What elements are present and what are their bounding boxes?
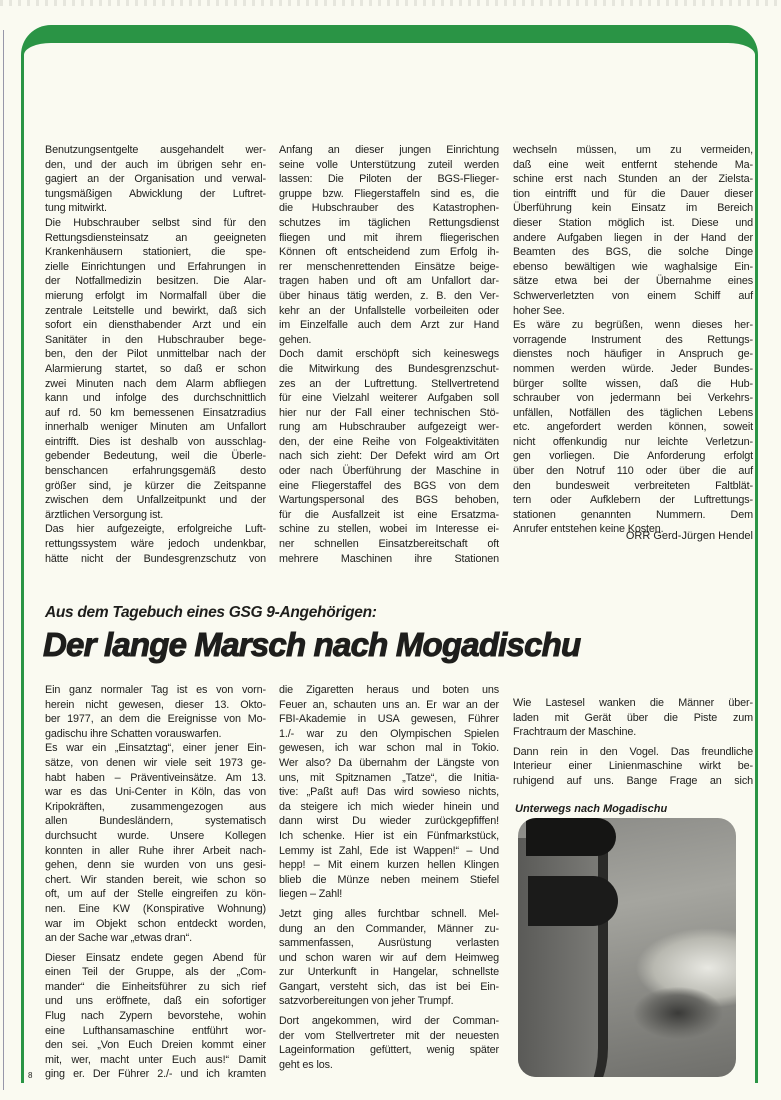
text-line: Beamten des BGS, die solche Dinge	[513, 246, 753, 259]
text-line: gadischu ihre Schatten vorauswarfen.	[45, 727, 222, 740]
text-line: war es das Uni-Center in Köln, das von	[45, 786, 266, 799]
text-line: gehen, denn sie wurden von uns gesi-	[45, 859, 266, 872]
text-line: sätze, von denen wir viele seit 1973 ge-	[45, 756, 266, 769]
text-line: Jetzt ging alles furchtbar schnell. Mel-	[279, 907, 499, 920]
text-line: eine Lufthansamaschine entführt wor-	[45, 1024, 266, 1037]
text-line: ber 1977, an dem die Ereignisse von Mo-	[45, 713, 266, 726]
bottom-article-column-2	[279, 683, 499, 1072]
text-line: Rettungsdiensteinsatz an geeigneten	[45, 231, 266, 244]
text-line: rung am Hubschrauber aufgezeigt wer-	[279, 421, 499, 434]
text-line: nach sich zieht: Der Defekt wird am Ort	[279, 450, 499, 463]
text-line: tragen haben und oft am Unfallort dar-	[279, 275, 499, 288]
text-line: den bundesweit verbreiteten Faltblät-	[513, 479, 753, 492]
text-line: der Notfallmedizin besitzen. Die Alar-	[45, 275, 266, 288]
text-line: daß eine weit entfernt stehende Ma-	[513, 158, 753, 171]
text-line: gehen.	[279, 333, 312, 346]
text-line: blieb die Münze neben meinem Stiefel	[279, 873, 499, 886]
text-line: satzvorbereitungen von jeher Trumpf.	[279, 995, 454, 1008]
text-line: ebenso bewältigen wie waghalsige Ein-	[513, 260, 753, 273]
text-line: war im Objekt schon entdeckt worden,	[45, 917, 266, 930]
text-line: mehrere Maschinen ihre Stationen	[279, 552, 499, 565]
text-line: seine volle Unterstützung zuteil werden	[279, 158, 499, 171]
article-kicker: Aus dem Tagebuch eines GSG 9-Angehörigen:	[45, 604, 377, 621]
text-line: Es war ein „Einsatztag“, einer jener Ein-	[45, 742, 266, 755]
text-line: stationen genannten Nummern. Dem	[513, 508, 753, 521]
text-line: eintrifft. Dies ist deshalb von ausschlag-	[45, 435, 266, 448]
text-line: mit, wer, macht unter Euch aus!“ Damit	[45, 1053, 266, 1066]
paragraph	[279, 683, 499, 902]
text-line: habt haben – Präventiveinsätze. Am 13.	[45, 771, 266, 784]
engine-nacelle-shape	[528, 876, 618, 926]
text-line: tive: „Paßt auf! Das wird sowieso nichts,	[279, 786, 499, 799]
paragraph	[513, 143, 753, 318]
text-line: Feuer an, schauten uns an. Er war an der	[279, 698, 499, 711]
text-line: gewesen, ich war schon mal in Tokio.	[279, 742, 499, 755]
text-line: Das hier aufgezeigte, erfolgreiche Luft-	[45, 523, 266, 536]
text-line: uns, mit Spitznamen „Tatze“, die Initia-	[279, 771, 499, 784]
text-line: schrauber von jedermann bei Verkehrs-	[513, 392, 753, 405]
text-line: sammenfassen, Ausrüstung verlasten	[279, 937, 499, 950]
text-line: ner schnellen Einsatzbereitschaft oft	[279, 538, 499, 551]
text-line: oft, um auf der Stelle eingreifen zu kön-	[45, 888, 266, 901]
text-line: vorragende Instrument des Rettungs-	[513, 333, 753, 346]
text-line: zes an der Luftrettung. Stellvertretend	[279, 377, 499, 390]
text-line: 1./- war zu den Olympischen Spielen	[279, 727, 499, 740]
top-article-column-3	[513, 143, 753, 537]
text-line: für eine Vielzahl weiterer Aufgaben soll	[279, 392, 499, 405]
airplane-window-photo	[518, 818, 736, 1077]
text-line: laden mit Gerät über die Piste zum	[513, 711, 753, 724]
text-line: FBI-Akademie in USA gewesen, Führer	[279, 713, 499, 726]
text-line: zur Unterkunft in Hangelar, schnellste	[279, 966, 499, 979]
text-line: und schon waren wir auf dem Heimweg	[279, 951, 499, 964]
text-line: Die Hubschrauber selbst sind für den	[45, 216, 266, 229]
bottom-article-column-1	[45, 683, 266, 1082]
text-line: hoher See.	[513, 304, 565, 317]
article-title: Der lange Marsch nach Mogadischu	[43, 626, 581, 663]
text-line: Dieser Einsatz endete gegen Abend für	[45, 951, 266, 964]
text-line: mander“ die Einheitsführer zu sich rief	[45, 980, 266, 993]
text-line: gen vorliegen. Die Anforderung erfolgt	[513, 450, 753, 463]
text-line: tern oder Aufklebern der Luftrettungs-	[513, 494, 753, 507]
text-line: rer menschenrettenden Einsätze beige-	[279, 260, 499, 273]
text-line: über hinaus tätig werden, z. B. den Ver-	[279, 289, 499, 302]
paragraph	[45, 143, 266, 216]
text-line: Wer also? Da übernahm der Längste von	[279, 756, 499, 769]
text-line: hepp! – Mit einem kurzen hellen Klingen	[279, 859, 499, 872]
text-line: liegen – Zahl!	[279, 888, 343, 901]
text-line: an der Sache war „etwas dran“.	[45, 932, 193, 945]
text-line: Anrufer entstehen keine Kosten.	[513, 523, 664, 536]
text-line: die Hubschrauber des Katastrophen-	[279, 202, 499, 215]
text-line: und uns eröffnete, daß ein sofortiger	[45, 995, 266, 1008]
text-line: unfällen, Notfällen des täglichen Lebens	[513, 406, 753, 419]
text-line: Sanitäter in den Hubschrauber bege-	[45, 333, 266, 346]
scan-edge-line	[3, 30, 4, 1090]
text-line: herein nicht gewesen, dieser 13. Okto-	[45, 698, 266, 711]
text-line: hier nur der Fall einer technischen Stö-	[279, 406, 499, 419]
text-line: zielle Einrichtungen und Erfahrungen in	[45, 260, 266, 273]
text-line: dienstes noch häufiger in Anspruch ge-	[513, 348, 753, 361]
text-line: Interieur einer Linienmaschine wirkt be-	[513, 760, 753, 773]
text-line: tion eintrifft und für die Dauer dieser	[513, 187, 753, 200]
text-line: dung an den Commander, Männer zu-	[279, 922, 499, 935]
text-line: etc. angefordert werden können, soweit	[513, 421, 753, 434]
text-line: für die Ausfallzeit ist eine Ersatzma-	[279, 508, 499, 521]
text-line: ruhigend auf uns. Bange Frage an sich	[513, 774, 753, 787]
top-article-column-2	[279, 143, 499, 566]
text-line: sofort ein diensthabender Arzt und ein	[45, 319, 266, 332]
text-line: Doch damit erschöpft sich keineswegs	[279, 348, 499, 361]
paragraph	[279, 1014, 499, 1072]
text-line: gruppe bzw. Fliegerstaffeln sind es, die	[279, 187, 499, 200]
text-line: dann wirst Du wieder zurückgepfiffen!	[279, 815, 499, 828]
paragraph	[513, 318, 753, 537]
text-line: Frachtraum der Maschine.	[513, 726, 637, 739]
photo-caption: Unterwegs nach Mogadischu	[515, 803, 668, 815]
text-line: Kripokräften, zusammengezogen aus	[45, 800, 266, 813]
text-line: Benutzungsentgelte ausgehandelt wer-	[45, 144, 266, 156]
text-line: ben, den der Pilot unmittelbar nach der	[45, 348, 266, 361]
window-frame-shape	[518, 838, 608, 1077]
text-line: nicht offenkundig nur leichte Verletzun-	[513, 435, 753, 448]
bottom-article-column-3	[513, 696, 753, 789]
text-line: Schwerverletzten von einem Schiff auf	[513, 289, 753, 302]
text-line: tungsmäßigen Abwicklung der Luftret-	[45, 187, 266, 200]
paragraph	[279, 143, 499, 347]
text-line: ging er. Der Führer 2./- und ich kramten	[45, 1068, 266, 1081]
text-line: im Einzelfalle auch dem Arzt zur Hand	[279, 319, 499, 332]
text-line: einen Teil der Gruppe, als der „Com-	[45, 966, 266, 979]
text-line: Lemmy ist Zahl, Ede ist Wappen!“ – Und	[279, 844, 499, 857]
top-article-column-1	[45, 143, 266, 566]
text-line: den, der eine Reihe von Folgeaktivitäten	[279, 435, 499, 448]
paragraph	[45, 522, 266, 566]
text-line: oder nach Überführung der Maschine in	[279, 465, 499, 478]
text-line: die Mitwirkung des Bundesgrenzschut-	[279, 362, 499, 375]
article-author: ORR Gerd-Jürgen Hendel	[625, 530, 753, 542]
text-line: eine Fliegerstaffel des BGS von dem	[279, 479, 499, 492]
text-line: der vom Stellvertreter mit der neuesten	[279, 1029, 499, 1042]
text-line: gagiert an der Organisation und verwal-	[45, 173, 266, 186]
text-line: auf rd. 50 km bemessenen Einsatzradius	[45, 406, 266, 419]
paragraph	[45, 216, 266, 522]
text-line: konnten in aller Ruhe ihrer Arbeit nach-	[45, 844, 266, 857]
paragraph	[279, 347, 499, 566]
text-line: schutzes im täglichen Rettungsdienst	[279, 216, 499, 229]
text-line: gebender Bedeutung, weil die Überle-	[45, 450, 266, 463]
text-line: nommen werden würde. Jeder Bundes-	[513, 362, 753, 375]
text-line: lassen: Die Piloten der BGS-Flieger-	[279, 173, 499, 186]
text-line: hätte nicht der Bundesgrenzschutz von	[45, 552, 266, 565]
paragraph	[45, 683, 266, 741]
page-number: 8	[28, 1071, 33, 1080]
text-line: benschancen erfahrungsgemäß desto	[45, 465, 266, 478]
paragraph	[513, 696, 753, 740]
text-line: Krankenhäusern stationiert, die spe-	[45, 246, 266, 259]
text-line: Dann rein in den Vogel. Das freundliche	[513, 745, 753, 758]
text-line: Ich schenke. Hier ist ein Fünfmarkstück,	[279, 829, 499, 842]
paragraph	[45, 951, 266, 1082]
text-line: den sei. „Von Euch Dreien kommt einer	[45, 1039, 266, 1052]
text-line: da steigere ich mich wieder hinein und	[279, 800, 499, 813]
text-line: nen. Eine KW (Konspirative Wohnung)	[45, 902, 266, 915]
text-line: schine erst nach Stunden an der Zielsta-	[513, 173, 753, 186]
text-line: Wie Lastesel wanken die Männer über-	[513, 697, 753, 709]
text-line: Dort angekommen, wird der Comman-	[279, 1015, 499, 1028]
text-line: fliegen und mit ihrem fliegerischen	[279, 231, 499, 244]
paragraph	[513, 745, 753, 789]
text-line: mierung erfolgt im Normalfall über die	[45, 289, 266, 302]
text-line: den, und der auch im übrigen sehr en-	[45, 158, 266, 171]
text-line: Anfang an dieser jungen Einrichtung	[279, 144, 499, 156]
text-line: tung mitwirkt.	[45, 202, 107, 215]
text-line: sätze etwa bei der Übernahme eines	[513, 275, 753, 288]
text-line: Alarmierung startet, so daß er schon	[45, 362, 266, 375]
text-line: Können oft entscheidend zum Erfolg ih-	[279, 246, 499, 259]
paragraph	[279, 907, 499, 1009]
text-line: kann und infolge des durchschnittlich	[45, 392, 266, 405]
text-line: innerhalb weniger Minuten am Unfallort	[45, 421, 266, 434]
paragraph	[45, 741, 266, 945]
text-line: andere Aufgaben liegen in der Hand der	[513, 231, 753, 244]
text-line: kehr an der Unfallstelle vorbeileiten oder	[279, 304, 499, 317]
text-line: Ein ganz normaler Tag ist es von vorn-	[45, 684, 266, 696]
text-line: bürger sollte wissen, daß die Hub-	[513, 377, 753, 390]
text-line: Gangart, versteht sich, das ist bei Ein-	[279, 980, 499, 993]
text-line: Flug nach Zypern bevorstehe, wohin	[45, 1010, 266, 1023]
text-line: ärztlichen Versorgung ist.	[45, 508, 164, 521]
text-line: Es wäre zu begrüßen, wenn dieses her-	[513, 319, 753, 332]
green-frame-left-rule	[21, 80, 24, 1083]
text-line: Überführung kein Einsatz im Bereich	[513, 202, 753, 215]
text-line: Lageinformation gefüttert, wenig später	[279, 1044, 499, 1057]
scan-edge-speckle	[0, 0, 781, 6]
green-frame-right-rule	[755, 80, 758, 1083]
text-line: durchsucht wurde. Unsere Kollegen	[45, 829, 266, 842]
text-line: chert. Wir standen bereit, wie schon so	[45, 873, 266, 886]
text-line: geht es los.	[279, 1058, 333, 1071]
text-line: über den Notruf 110 oder über die auf	[513, 465, 753, 478]
text-line: zwischen dem Unfallzeitpunkt und der	[45, 494, 266, 507]
text-line: dieser Station möglich ist. Diese und	[513, 216, 753, 229]
green-frame-top-bar	[21, 25, 758, 85]
text-line: zwei Minuten nach dem Alarm abfliegen	[45, 377, 266, 390]
text-line: allen Bundesländern, systematisch	[45, 815, 266, 828]
text-line: rettungssystem wäre jedoch undenkbar,	[45, 538, 266, 551]
text-line: zentrale Leitstelle und bewirkt, daß sich	[45, 304, 266, 317]
text-line: wechseln müssen, um zu vermeiden,	[513, 144, 753, 156]
text-line: die Zigaretten heraus und boten uns	[279, 684, 499, 696]
text-line: größer sind, je kürzer die Zeitspanne	[45, 479, 266, 492]
text-line: Wartungspersonal des BGS behoben,	[279, 494, 499, 507]
engine-nacelle-shape	[526, 818, 616, 856]
text-line: schine zu stellen, wobei im Interesse ei-	[279, 523, 499, 536]
